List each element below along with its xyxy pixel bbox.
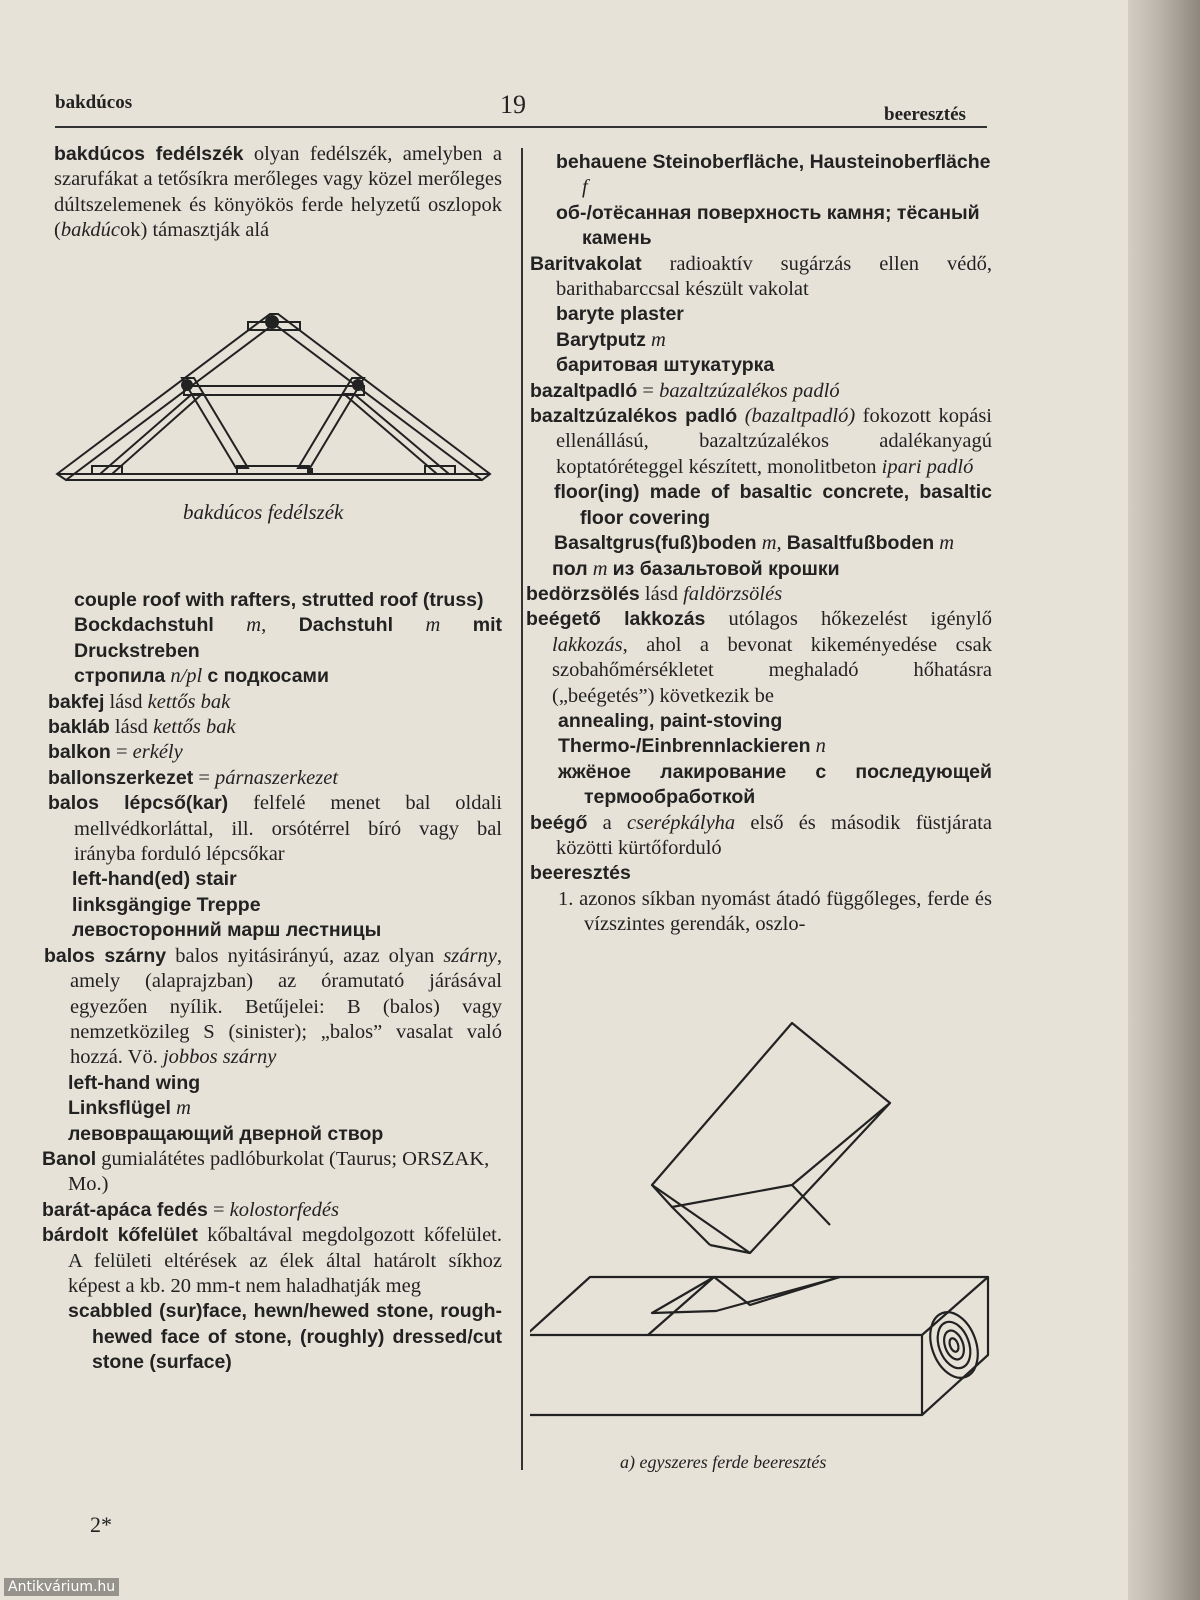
equiv-en: left-hand(ed) stair	[72, 868, 237, 891]
entry-barat-apaca: barát-apáca fedés = kolostorfedés	[42, 1198, 339, 1221]
equiv-de: linksgängige Treppe	[72, 893, 261, 916]
equiv-en: left-hand wing	[68, 1071, 201, 1094]
left-column	[54, 142, 502, 244]
equiv-ru: об-/отёсанная поверхность камня; тёсаный камень	[556, 201, 980, 250]
running-head-right: beeresztés	[884, 104, 966, 125]
equiv-en: baryte plaster	[556, 303, 684, 326]
roof-truss-figure	[52, 308, 502, 488]
entry-bedorzsoles: bedörzsölés lásd faldörzsölés	[526, 582, 783, 605]
equiv-ru: левосторонний марш лестницы	[72, 919, 382, 942]
entry-balkon: balkon = erkély	[48, 741, 183, 764]
figure-caption-joint: a) egyszeres ferde beeresztés	[620, 1452, 827, 1472]
equiv-de: Bockdachstuhl m, Dachstuhl m mit Druckstreben	[74, 614, 503, 662]
entry-balos-lepcso: balos lépcső(kar) felfelé menet bal oldali mellvédkorláttal, ill. orsótérrel bíró vagy bal irányba forduló lépcsőkar	[48, 792, 502, 866]
equiv-en: floor(ing) made of basaltic concrete, basaltic floor covering	[554, 481, 992, 529]
left-column-lower	[42, 588, 503, 1376]
entry-baritvakolat: Baritvakolat radioaktív sugárzás ellen védő, barithabarccsal készült vakolat	[530, 252, 992, 301]
header-rule	[55, 126, 987, 128]
equiv-de: Basaltgrus(fuß)boden m, Basaltfußboden m	[554, 532, 955, 555]
equiv-ru: стропила n/pl с подкосами	[74, 665, 329, 688]
running-head-left: bakdúcos	[55, 92, 133, 113]
entry-banol: Banol gumialátétes padlóburkolat (Taurus; ORSZAK, Mo.)	[42, 1147, 490, 1196]
entry-ballonszerkezet: ballonszerkezet = párnaszerkezet	[48, 766, 339, 789]
entry-bazaltzuzalekos-padlo: bazaltzúzalékos padló (bazaltpadló) fokozott kopási ellenállású, bazaltzúzalékos adalékanyagú koptatóréteggel készített, monolitbeton ipari padló	[530, 405, 992, 478]
equiv-de: Thermo-/Einbrennlackieren n	[558, 735, 826, 758]
right-column	[526, 150, 992, 938]
equiv-de: Linksflügel m	[68, 1097, 191, 1120]
entry-bardolt-kofelulet: bárdolt kőfelület kőbaltával megdolgozott kőfelület. A felületi eltérések az élek által határolt síkhoz képest a kb. 20 mm-t nem haladhatják meg	[42, 1224, 502, 1297]
equiv-en: annealing, paint-stoving	[558, 709, 783, 732]
page-edge	[1128, 0, 1200, 1600]
equiv-de: behauene Steinoberfläche, Hausteinoberfläche f	[556, 151, 991, 199]
equiv-en: scabbled (sur)face, hewn/hewed stone, rough-hewed face of stone, (roughly) dressed/cut stone (surface)	[68, 1300, 502, 1374]
equiv-en: couple roof with rafters, strutted roof (truss)	[74, 589, 484, 611]
equiv-de: Barytputz m	[556, 328, 666, 351]
entry-bakducos-fedelszek: bakdúcos fedélszék olyan fedélszék, amelyben a szarufákat a tetősíkra merőleges vagy közel merőleges dúltszelemenek és könyökös ferde helyzetű oszlopok (bakdúcok) támasztják alá	[54, 143, 502, 242]
entry-bakfej: bakfej lásd kettős bak	[48, 690, 231, 713]
joint-figure	[530, 1015, 1000, 1425]
beeresztes-sense-1: 1. azonos síkban nyomást átadó függőleges, ferde és vízszintes gerendák, oszlo-	[558, 887, 992, 936]
entry-beegeto-lakkozas: beégető lakkozás utólagos hőkezelést igénylő lakkozás, ahol a bevonat kikeményedése csak szobahőmérsékletet meghaladó hőhatásra („beégetés”) következik be	[526, 608, 992, 707]
entry-baklab: bakláb lásd kettős bak	[48, 716, 236, 739]
equiv-ru: пол m из базальтовой крошки	[552, 557, 840, 580]
watermark: Antikvárium.hu	[4, 1578, 119, 1596]
signature-mark: 2*	[90, 1512, 112, 1537]
headword: bakdúcos fedélszék	[54, 143, 244, 165]
equiv-ru: жжёное лакирование с последующей термообработкой	[558, 760, 992, 809]
entry-bego: beégő a cserépkályha első és második füstjárata közötti kürtőforduló	[530, 811, 992, 859]
entry-beeresztes: beeresztés	[530, 862, 631, 885]
entry-balos-szarny: balos szárny balos nyitásirányú, azaz olyan szárny, amely (alaprajzban) az óramutató járásával egyezően nyílik. Betűjelei: B (balos) vagy nemzetközileg S (sinister); „balos” vasalat való hozzá. Vö. jobbos szárny	[44, 944, 502, 1069]
figure-caption-truss: bakdúcos fedélszék	[183, 500, 344, 524]
page-number: 19	[500, 90, 526, 119]
equiv-ru: баритовая штукатурка	[556, 354, 775, 377]
entry-bazaltpadlo: bazaltpadló = bazaltzúzalékos padló	[530, 379, 840, 402]
column-divider	[521, 148, 523, 1470]
equiv-ru: левовращающий дверной створ	[68, 1122, 384, 1145]
